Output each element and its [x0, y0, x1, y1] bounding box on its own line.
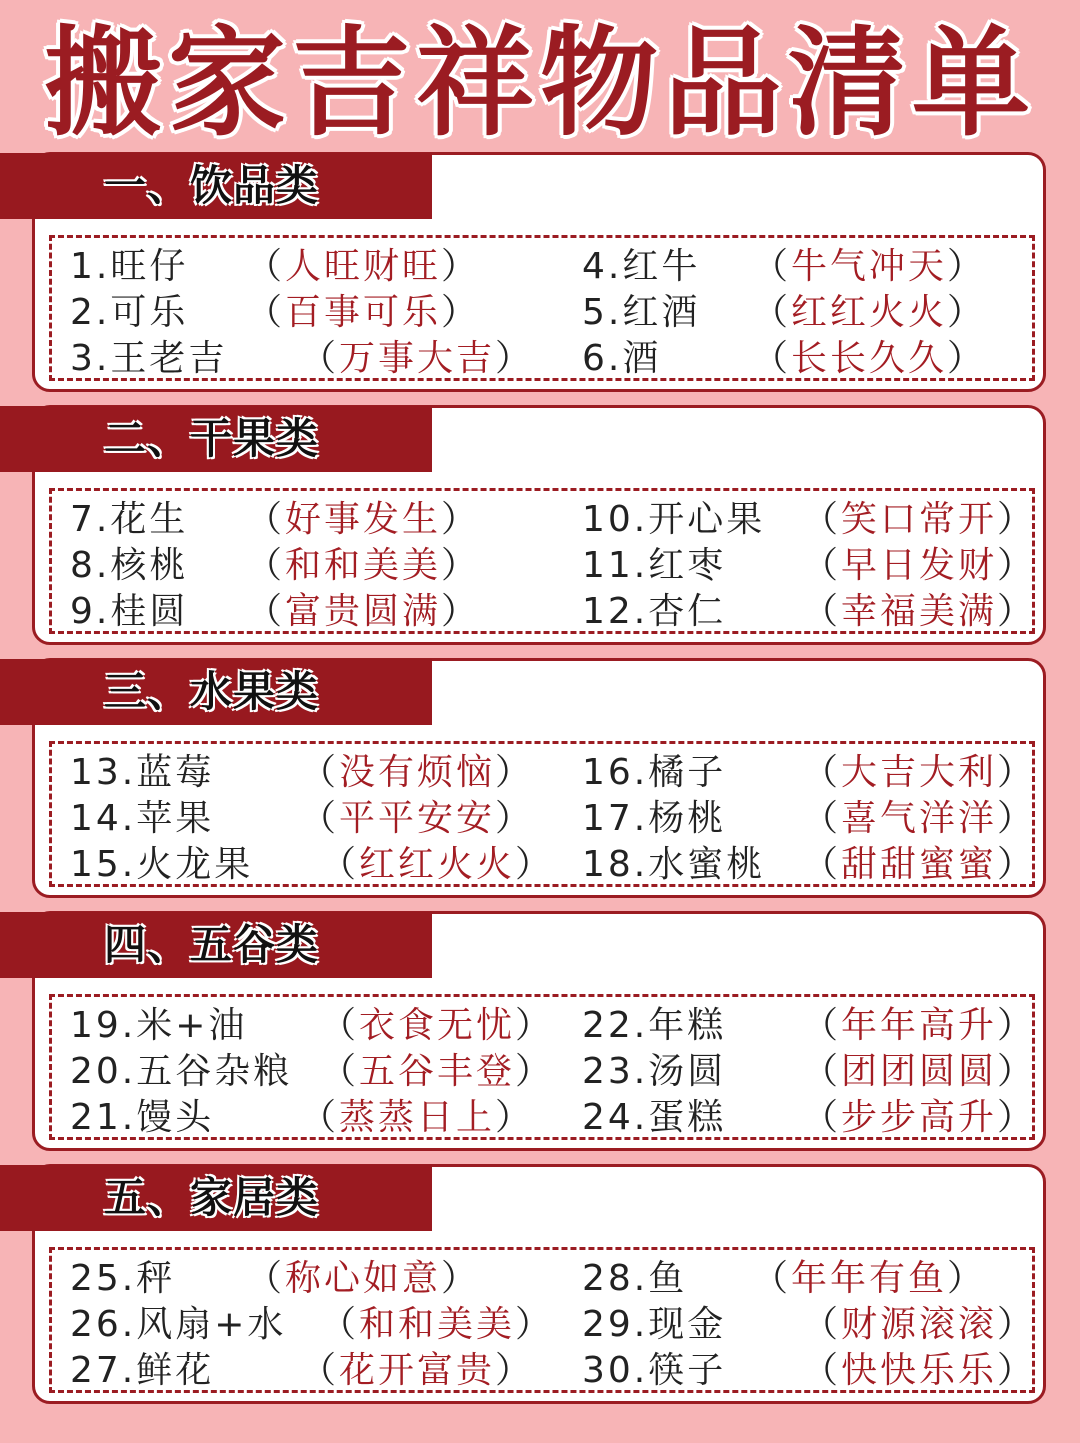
item-name: 14.苹果: [70, 798, 215, 839]
meaning-text: 称心如意: [285, 1258, 442, 1299]
meaning-text: 喜气洋洋: [841, 798, 998, 839]
item-name: 17.杨桃: [582, 798, 727, 839]
item-name: 10.开心果: [582, 499, 766, 540]
item-name: 27.鲜花: [70, 1350, 215, 1391]
meaning-text: 快快乐乐: [841, 1350, 998, 1391]
item-meaning: （和和美美）: [320, 1304, 555, 1345]
item-name: 1.旺仔: [70, 246, 189, 287]
item-meaning: （富贵圆满）: [246, 591, 481, 632]
item-column-right: [582, 1003, 1052, 1141]
meaning-text: 花开富贵: [339, 1350, 496, 1391]
item-meaning: （称心如意）: [246, 1258, 481, 1299]
item-name: 15.火龙果: [70, 844, 254, 885]
item-list-box: [49, 1247, 1035, 1393]
item-list-box: [49, 235, 1035, 381]
meaning-text: 好事发生: [285, 499, 442, 540]
item-meaning: （牛气冲天）: [752, 246, 987, 287]
meaning-text: 笑口常开: [841, 499, 998, 540]
item-meaning: （财源滚滚）: [802, 1304, 1037, 1345]
item-meaning: （团团圆圆）: [802, 1051, 1037, 1092]
meaning-text: 富贵圆满: [285, 591, 442, 632]
list-item: [70, 589, 540, 635]
meaning-text: 年年有鱼: [791, 1258, 948, 1299]
item-list-box: [49, 741, 1035, 887]
item-name: 5.红酒: [582, 292, 701, 333]
meaning-text: 衣食无忧: [359, 1005, 516, 1046]
item-column-right: [582, 244, 1052, 382]
list-item: [582, 589, 1052, 635]
item-meaning: （早日发财）: [802, 545, 1037, 586]
list-item: [70, 842, 555, 888]
section-heading: 一、饮品类: [104, 161, 320, 210]
item-name: 2.可乐: [70, 292, 189, 333]
item-meaning: （花开富贵）: [300, 1350, 535, 1391]
meaning-text: 没有烦恼: [339, 752, 496, 793]
list-item: [582, 244, 1052, 290]
item-meaning: （笑口常开）: [802, 499, 1037, 540]
item-meaning: （衣食无忧）: [320, 1005, 555, 1046]
list-item: [582, 1095, 1052, 1141]
list-item: [582, 336, 1052, 382]
item-column-left: [70, 750, 555, 888]
list-item: [70, 543, 540, 589]
item-name: 3.王老吉: [70, 338, 228, 379]
item-name: 9.桂圆: [70, 591, 189, 632]
list-item: [70, 1003, 555, 1049]
item-name: 26.风扇+水: [70, 1304, 287, 1345]
list-item: [70, 1095, 540, 1141]
item-meaning: （喜气洋洋）: [802, 798, 1037, 839]
list-item: [582, 497, 1052, 543]
item-meaning: （大吉大利）: [802, 752, 1037, 793]
list-item: [70, 1348, 540, 1394]
item-name: 22.年糕: [582, 1005, 727, 1046]
list-item: [70, 1049, 555, 1095]
item-name: 16.橘子: [582, 752, 727, 793]
list-item: [582, 1302, 1052, 1348]
list-item: [70, 290, 540, 336]
item-name: 6.酒: [582, 338, 662, 379]
item-name: 21.馒头: [70, 1097, 215, 1138]
list-item: [70, 1256, 540, 1302]
section-heading: 五、家居类: [104, 1173, 320, 1222]
item-name: 12.杏仁: [582, 591, 727, 632]
item-column-right: [582, 1256, 1052, 1394]
list-item: [582, 842, 1052, 888]
item-name: 11.红枣: [582, 545, 727, 586]
meaning-text: 牛气冲天: [791, 246, 948, 287]
item-meaning: （长长久久）: [752, 338, 987, 379]
meaning-text: 幸福美满: [841, 591, 998, 632]
list-item: [70, 1302, 555, 1348]
meaning-text: 百事可乐: [285, 292, 442, 333]
section-heading: 四、五谷类: [104, 920, 320, 969]
item-column-left: [70, 497, 540, 635]
item-name: 28.鱼: [582, 1258, 688, 1299]
item-meaning: （五谷丰登）: [320, 1051, 555, 1092]
item-meaning: （年年有鱼）: [752, 1258, 987, 1299]
meaning-text: 五谷丰登: [359, 1051, 516, 1092]
item-column-left: [70, 244, 540, 382]
list-item: [582, 750, 1052, 796]
meaning-text: 和和美美: [359, 1304, 516, 1345]
item-name: 25.秤: [70, 1258, 176, 1299]
meaning-text: 团团圆圆: [841, 1051, 998, 1092]
item-name: 19.米+油: [70, 1005, 248, 1046]
item-name: 23.汤圆: [582, 1051, 727, 1092]
item-name: 13.蓝莓: [70, 752, 215, 793]
list-item: [70, 497, 540, 543]
meaning-text: 早日发财: [841, 545, 998, 586]
section-heading: 三、水果类: [104, 667, 320, 716]
item-name: 18.水蜜桃: [582, 844, 766, 885]
list-item: [70, 796, 540, 842]
section-heading: 二、干果类: [104, 414, 320, 463]
item-name: 29.现金: [582, 1304, 727, 1345]
item-meaning: （年年高升）: [802, 1005, 1037, 1046]
meaning-text: 红红火火: [791, 292, 948, 333]
item-meaning: （人旺财旺）: [246, 246, 481, 287]
item-meaning: （蒸蒸日上）: [300, 1097, 535, 1138]
meaning-text: 和和美美: [285, 545, 442, 586]
item-name: 7.花生: [70, 499, 189, 540]
list-item: [582, 543, 1052, 589]
meaning-text: 财源滚滚: [841, 1304, 998, 1345]
list-item: [582, 1049, 1052, 1095]
item-name: 8.核桃: [70, 545, 189, 586]
list-item: [582, 1256, 1052, 1302]
item-name: 4.红牛: [582, 246, 701, 287]
meaning-text: 人旺财旺: [285, 246, 442, 287]
list-item: [70, 336, 540, 382]
meaning-text: 甜甜蜜蜜: [841, 844, 998, 885]
page-title: 搬家吉祥物品清单: [43, 14, 1036, 152]
item-meaning: （好事发生）: [246, 499, 481, 540]
list-item: [582, 1003, 1052, 1049]
meaning-text: 大吉大利: [841, 752, 998, 793]
item-meaning: （和和美美）: [246, 545, 481, 586]
meaning-text: 红红火火: [359, 844, 516, 885]
item-meaning: （幸福美满）: [802, 591, 1037, 632]
item-list-box: [49, 994, 1035, 1140]
item-meaning: （红红火火）: [320, 844, 555, 885]
item-meaning: （甜甜蜜蜜）: [802, 844, 1037, 885]
item-column-left: [70, 1003, 555, 1141]
meaning-text: 步步高升: [841, 1097, 998, 1138]
item-column-right: [582, 497, 1052, 635]
item-name: 20.五谷杂粮: [70, 1051, 293, 1092]
list-item: [582, 290, 1052, 336]
list-item: [70, 750, 540, 796]
list-item: [582, 796, 1052, 842]
meaning-text: 平平安安: [339, 798, 496, 839]
item-meaning: （百事可乐）: [246, 292, 481, 333]
meaning-text: 年年高升: [841, 1005, 998, 1046]
item-column-right: [582, 750, 1052, 888]
meaning-text: 蒸蒸日上: [339, 1097, 496, 1138]
item-meaning: （红红火火）: [752, 292, 987, 333]
item-meaning: （万事大吉）: [300, 338, 535, 379]
list-item: [70, 244, 540, 290]
meaning-text: 长长久久: [791, 338, 948, 379]
item-name: 24.蛋糕: [582, 1097, 727, 1138]
item-meaning: （快快乐乐）: [802, 1350, 1037, 1391]
item-meaning: （步步高升）: [802, 1097, 1037, 1138]
item-meaning: （平平安安）: [300, 798, 535, 839]
list-item: [582, 1348, 1052, 1394]
item-list-box: [49, 488, 1035, 634]
item-meaning: （没有烦恼）: [300, 752, 535, 793]
item-column-left: [70, 1256, 555, 1394]
item-name: 30.筷子: [582, 1350, 727, 1391]
meaning-text: 万事大吉: [339, 338, 496, 379]
